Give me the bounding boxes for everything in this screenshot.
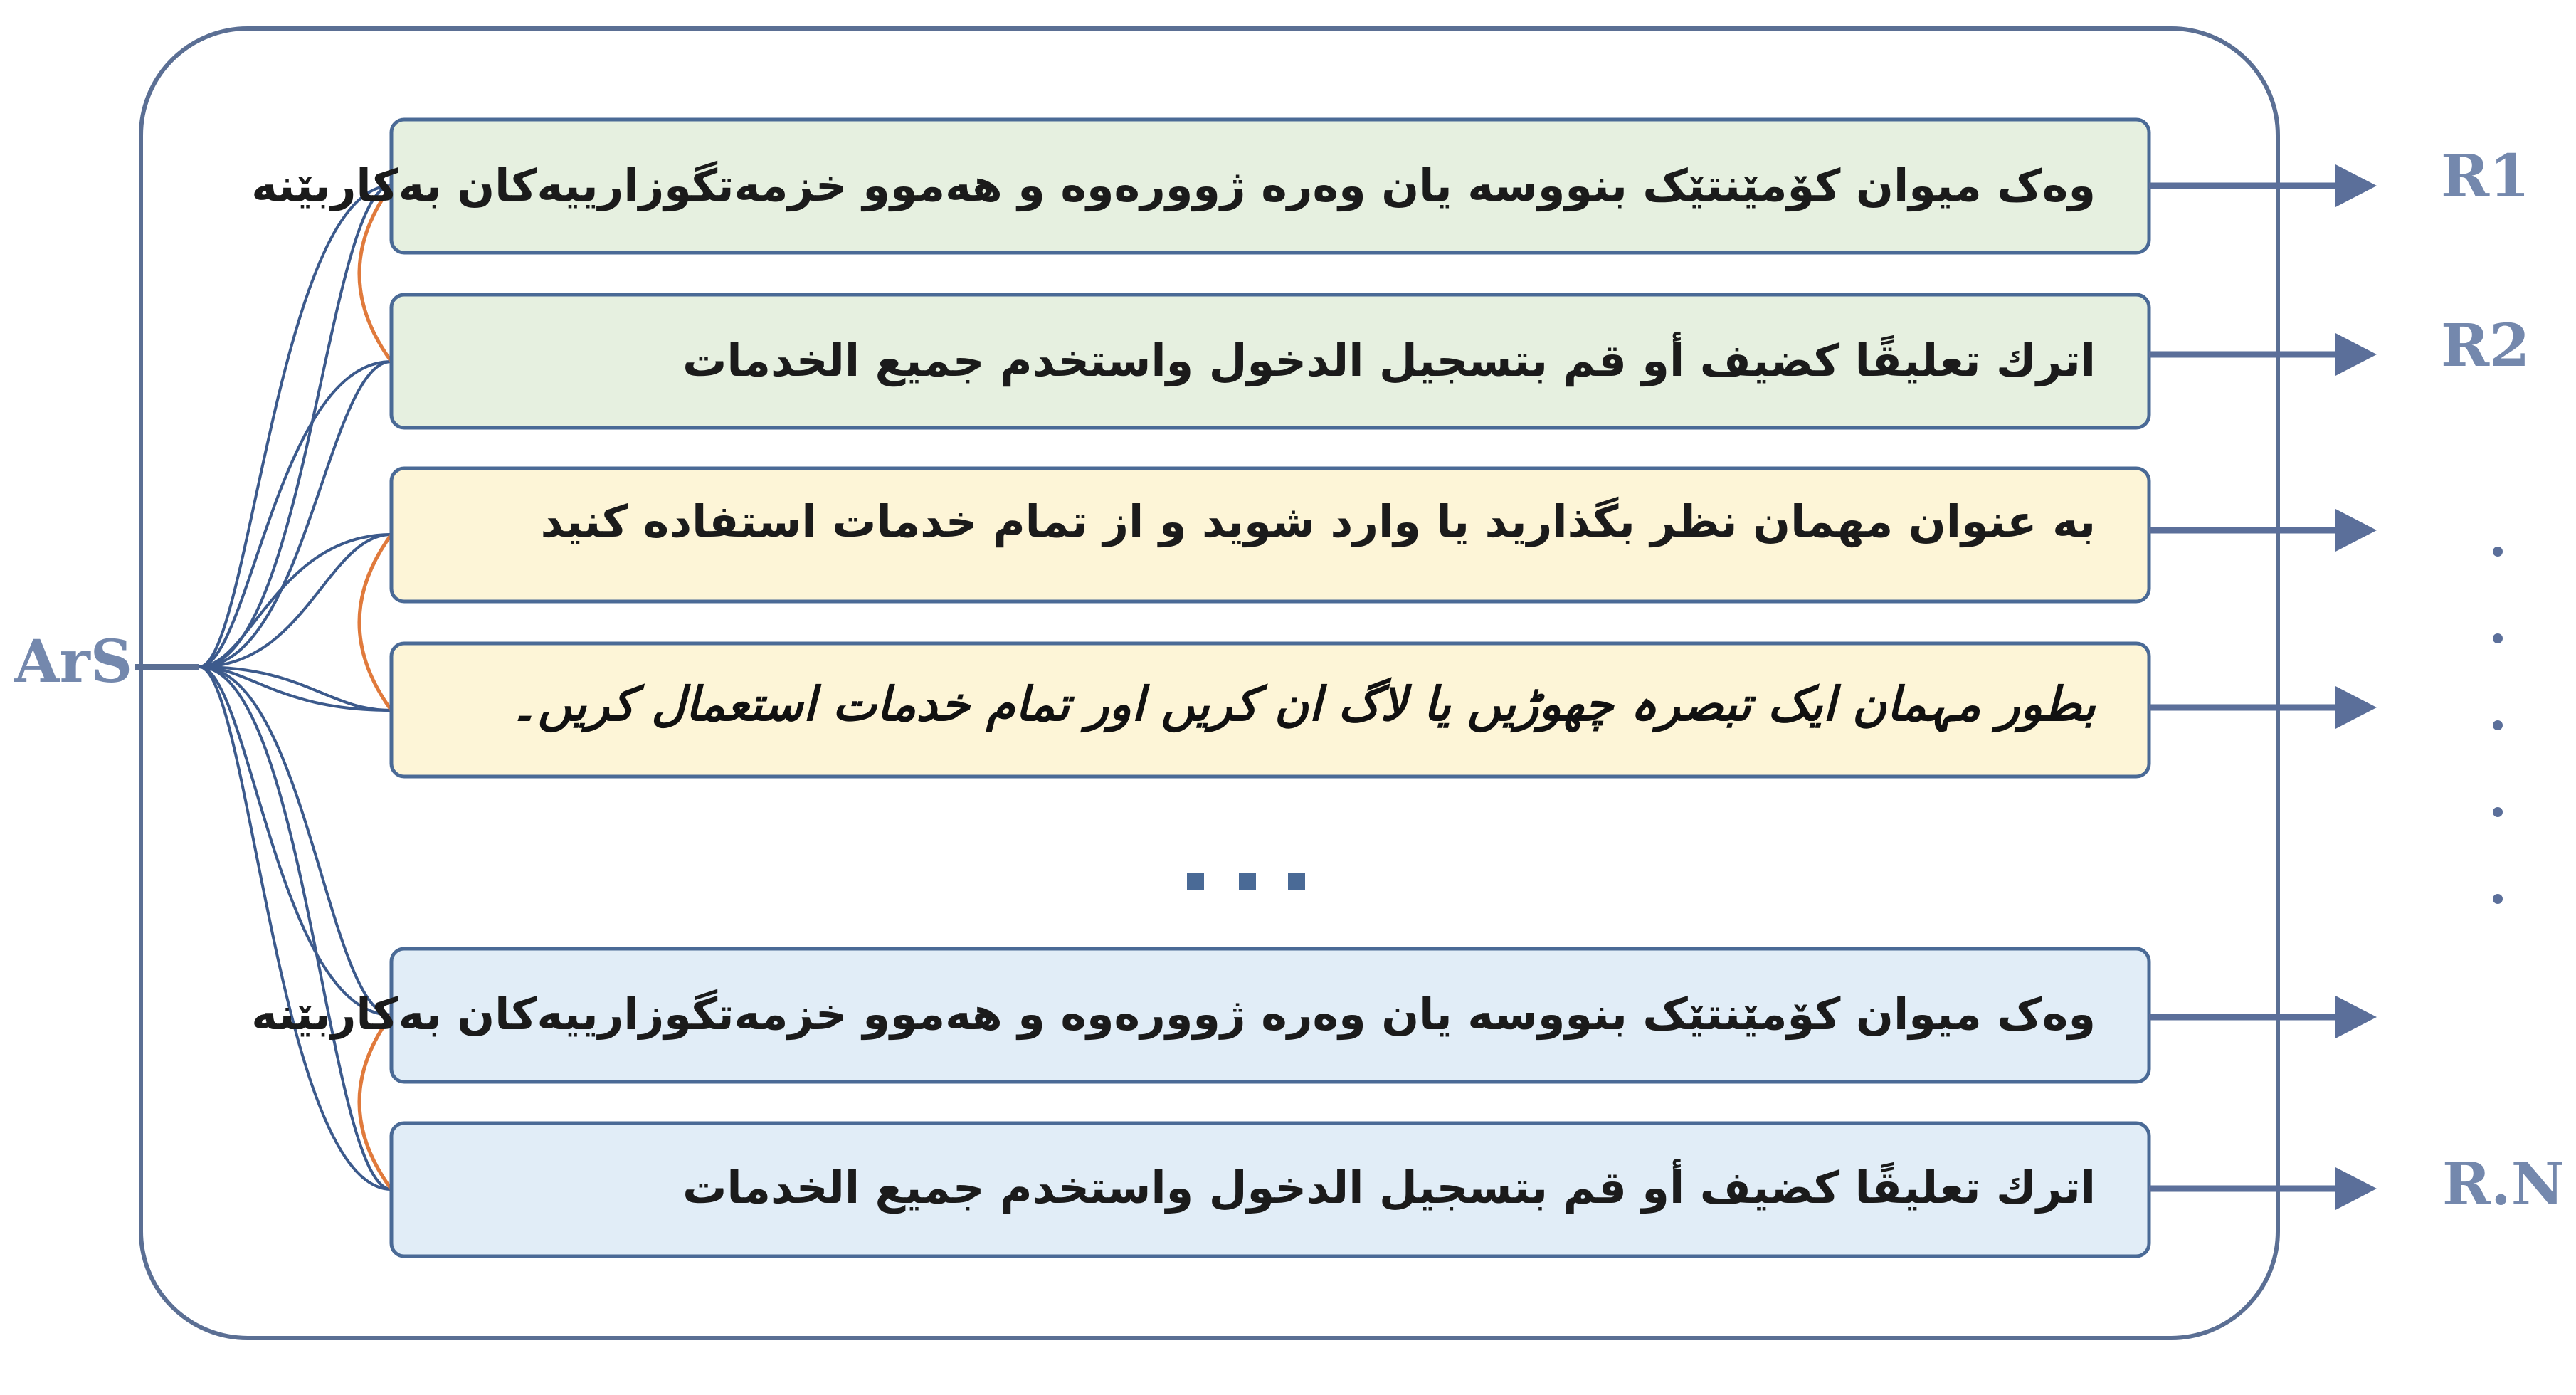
connector-line xyxy=(199,667,391,1189)
row-box-5 xyxy=(251,949,2377,1082)
connector-line xyxy=(199,667,391,1189)
output-label: R2 xyxy=(2441,312,2530,380)
ellipsis-square xyxy=(1239,873,1256,890)
row-text: اترك تعليقًا كضيف أو قم بتسجيل الدخول واستخدم جميع الخدمات xyxy=(682,335,2096,386)
row-text: به عنوان مهمان نظر بگذارید یا وارد شوید و از تمام خدمات استفاده کنید xyxy=(540,495,2096,547)
row-box-2 xyxy=(391,295,2530,428)
row-box-6 xyxy=(391,1123,2565,1256)
row-box-3 xyxy=(391,468,2377,601)
vertical-dot xyxy=(2493,633,2503,643)
output-arrowhead xyxy=(2335,509,2377,552)
ellipsis-square xyxy=(1288,873,1305,890)
sibling-connector xyxy=(359,1015,391,1189)
row-text: وەک میوان کۆمێنتێک بنووسە یان وەرە ژوورەوە و هەموو خزمەتگوزارییەکان بەکاربێنە xyxy=(251,159,2096,211)
output-arrowhead xyxy=(2335,1167,2377,1210)
output-arrowhead xyxy=(2335,333,2377,376)
row-text: اترك تعليقًا كضيف أو قم بتسجيل الدخول واستخدم جميع الخدمات xyxy=(682,1162,2096,1214)
vertical-dot xyxy=(2493,894,2503,904)
ellipsis-square xyxy=(1187,873,1204,890)
vertical-dots xyxy=(2493,547,2503,904)
output-arrowhead xyxy=(2335,996,2377,1038)
vertical-dot xyxy=(2493,720,2503,730)
output-arrowhead xyxy=(2335,686,2377,729)
vertical-dot xyxy=(2493,807,2503,817)
sibling-connector xyxy=(359,535,391,710)
sibling-connector xyxy=(359,186,391,362)
output-arrowhead xyxy=(2335,164,2377,207)
output-label: R.N xyxy=(2442,1150,2565,1218)
row-text: بطور مہمان ایک تبصرہ چھوڑیں یا لاگ ان کریں اور تمام خدمات استعمال کریں۔ xyxy=(510,676,2096,732)
vertical-dot xyxy=(2493,547,2503,557)
row-box-4 xyxy=(391,643,2377,777)
ellipsis-marker xyxy=(1187,873,1305,926)
row-box-1 xyxy=(251,120,2530,253)
row-text: وەک میوان کۆمێنتێک بنووسە یان وەرە ژوورەوە و هەموو خزمەتگوزارییەکان بەکاربێنە xyxy=(251,988,2096,1040)
output-label: R1 xyxy=(2441,142,2530,211)
ellipsis-text: ... xyxy=(1245,925,1246,926)
source-label: ArS xyxy=(14,628,133,696)
